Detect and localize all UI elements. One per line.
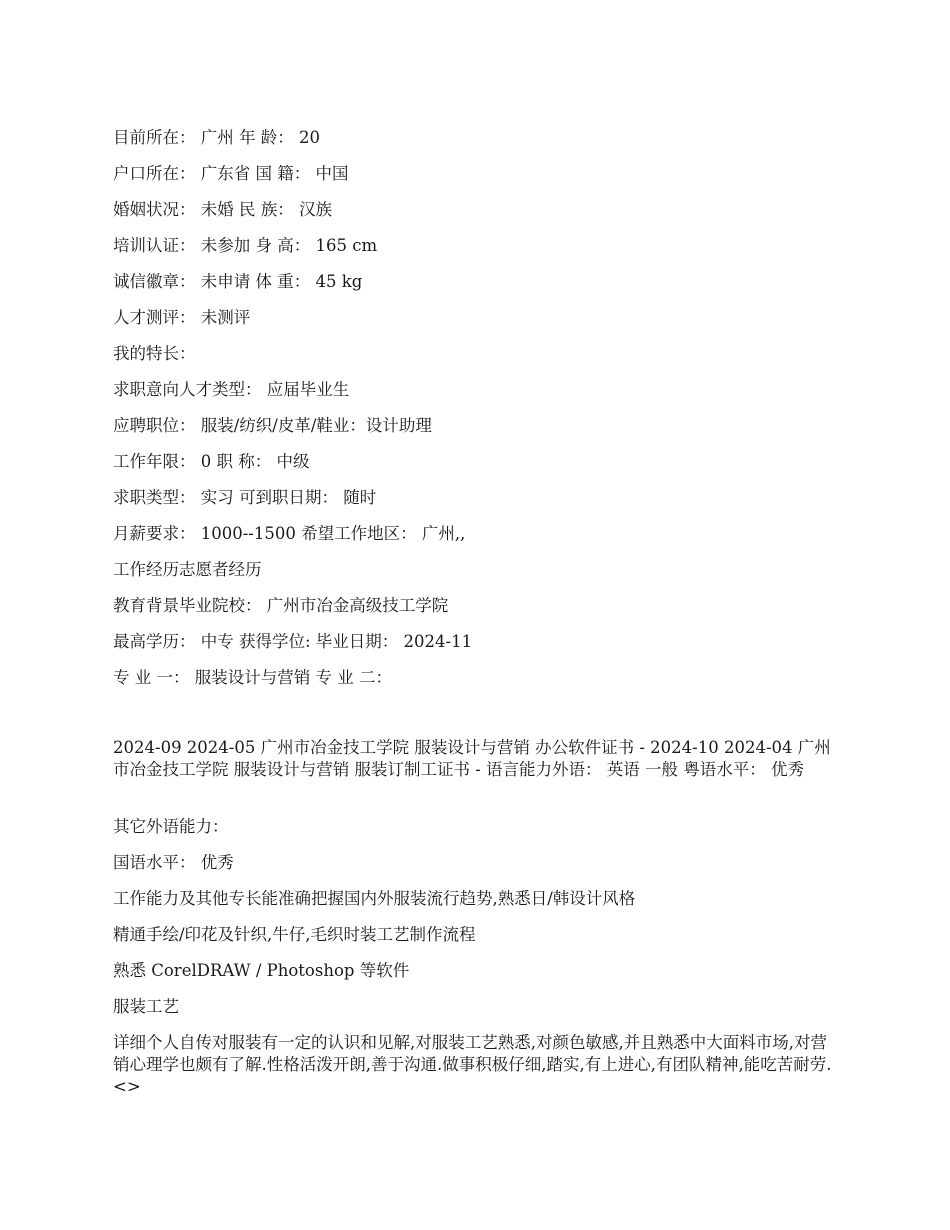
education-majors: 专 业 一： 服装设计与营销 专 业 二：	[113, 668, 392, 687]
ability-crafts: 精通手绘/印花及针织,牛仔,毛织时装工艺制作流程	[113, 925, 476, 944]
education-school: 教育背景毕业院校： 广州市冶金高级技工学院	[113, 596, 449, 615]
marital-ethnicity: 婚姻状况： 未婚 民 族： 汉族	[113, 200, 332, 219]
work-years-title: 工作年限： 0 职 称： 中级	[113, 452, 310, 471]
hukou-nationality: 户口所在： 广东省 国 籍： 中国	[113, 164, 349, 183]
ability-trends: 工作能力及其他专长能准确把握国内外服装流行趋势,熟悉日/韩设计风格	[113, 889, 636, 908]
salary-region: 月薪要求： 1000--1500 希望工作地区： 广州,,	[113, 524, 466, 543]
ability-software: 熟悉 CorelDRAW / Photoshop 等软件	[113, 961, 410, 980]
job-type-start-date: 求职类型： 实习 可到职日期： 随时	[113, 488, 377, 507]
talent-assessment: 人才测评： 未测评	[113, 308, 251, 327]
training-height: 培训认证： 未参加 身 高： 165 cm	[113, 236, 378, 255]
current-location-age: 目前所在： 广州 年 龄： 20	[113, 128, 320, 147]
mandarin-level: 国语水平： 优秀	[113, 853, 234, 872]
self-introduction-paragraph: 详细个人自传对服装有一定的认识和见解,对服装工艺熟悉,对颜色敏感,并且熟悉中大面料市场,对营销心理学也颇有了解.性格活泼开朗,善于沟通.做事积极仔细,踏实,有上进心,有团队精神,能吃苦耐劳.<>	[113, 1033, 832, 1096]
my-skills: 我的特长：	[113, 344, 196, 363]
talent-type: 求职意向人才类型： 应届毕业生	[113, 380, 350, 399]
education-degree-date: 最高学历： 中专 获得学位: 毕业日期： 2024-11	[113, 632, 473, 651]
training-language-paragraph: 2024-09 2024-05 广州市冶金技工学院 服装设计与营销 办公软件证书 - 2024-10 2024-04 广州市冶金技工学院 服装设计与营销 服装订制工证书 - 语言能力外语： 英语 一般 粤语水平： 优秀	[113, 738, 831, 779]
ability-garment-craft: 服装工艺	[113, 997, 179, 1016]
other-languages: 其它外语能力：	[113, 817, 229, 836]
work-experience-heading: 工作经历志愿者经历	[113, 560, 262, 579]
badge-weight: 诚信徽章： 未申请 体 重： 45 kg	[113, 272, 363, 291]
applied-position: 应聘职位： 服装/纺织/皮革/鞋业：设计助理	[113, 416, 432, 435]
